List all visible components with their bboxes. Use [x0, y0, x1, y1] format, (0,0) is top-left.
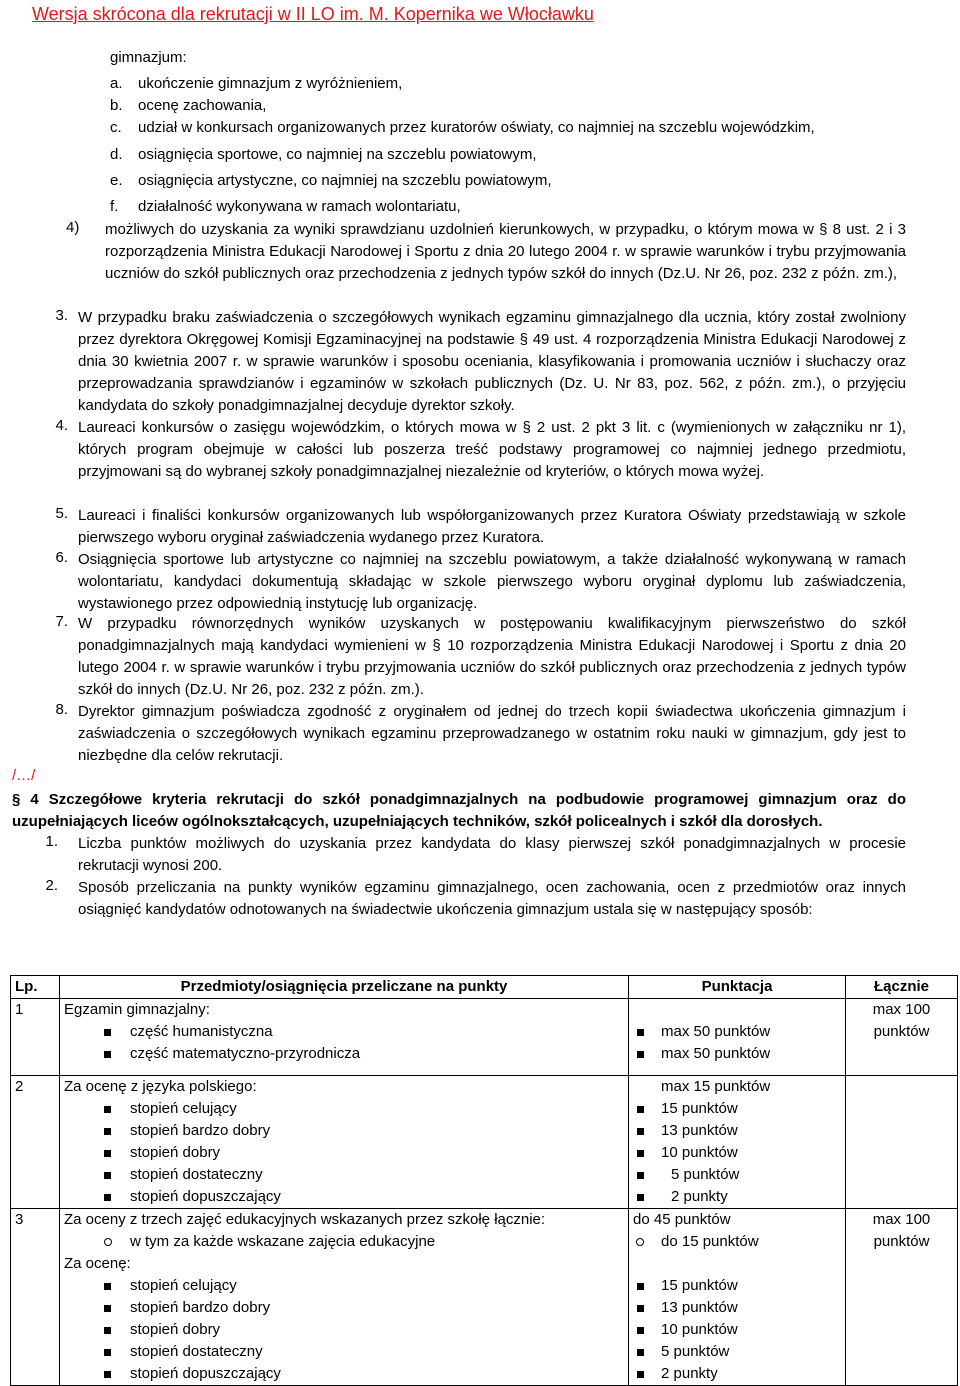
list-item: a. ukończenie gimnazjum z wyróżnieniem,	[110, 75, 403, 92]
row-title: Egzamin gimnazjalny:	[64, 1001, 210, 1018]
row-subtitle: Za ocenę:	[64, 1255, 131, 1272]
list-item: do 15 punktów	[633, 1231, 841, 1253]
item-number: 7.	[55, 613, 68, 630]
row-subjects	[60, 1076, 629, 1209]
col-header-total: Łącznie	[846, 976, 958, 999]
row-lp: 3	[11, 1209, 60, 1386]
row-subjects	[60, 999, 629, 1076]
list-item: 5 punktów	[633, 1341, 841, 1363]
circle-list	[64, 1231, 624, 1253]
section-paragraph-1: Liczba punktów możliwych do uzyskania przez kandydata do klasy pierwszej szkół ponadgimnazjalnych w procesie rekrutacji wynosi 200.	[78, 835, 906, 874]
page-header-title[interactable]: Wersja skrócona dla rekrutacji w II LO im. M. Kopernika we Włocławku	[32, 4, 594, 24]
row-points	[629, 999, 846, 1076]
section-paragraph-2: Sposób przeliczania na punkty wyników egzaminu gimnazjalnego, ocen zachowania, ocen z przedmiotów oraz innych osiągnięć kandydatów odnotowanych na świadectwie ukończenia gimnazjum ustala się w następujący sposób:	[78, 879, 906, 918]
row-total	[846, 1076, 958, 1209]
circle-list	[633, 1231, 841, 1253]
row-total: max 100 punktów	[846, 1209, 958, 1386]
bullet-list	[64, 1275, 624, 1385]
paragraph-3: W przypadku braku zaświadczenia o szczegółowych wynikach egzaminu gimnazjalnego dla ucznia, który został zwolniony przez dyrektora Okręgowej Komisji Egzaminacyjnej na podstawie § 49 ust. 4 rozporządzenia Ministra Edukacji Narodowej z dnia 30 kwietnia 2007 r. w sprawie warunków i sposobu oceniania, klasyfikowania i promowania uczniów i słuchaczy oraz przeprowadzania sprawdzianów i egzaminów w szkołach publicznych (Dz. U. Nr 83, poz. 562, z późn. zm.), o przyjęciu kandydata do szkoły ponadgimnazjalnej decyduje dyrektor szkoły.	[78, 309, 906, 414]
list-item: max 50 punktów	[633, 1021, 841, 1043]
item-number: 8.	[55, 701, 68, 718]
item-number: 3.	[55, 307, 68, 324]
list-item: stopień dostateczny	[64, 1341, 624, 1363]
list-item: max 50 punktów	[633, 1043, 841, 1065]
list-item: stopień celujący	[64, 1275, 624, 1297]
list-item: stopień celujący	[64, 1098, 624, 1120]
list-item: 5 punktów	[633, 1164, 841, 1186]
list-item: 15 punktów	[633, 1275, 841, 1297]
row-points	[629, 1076, 846, 1209]
ellipsis-marker: /…/	[12, 767, 36, 784]
list-item: stopień dostateczny	[64, 1164, 624, 1186]
row-subjects	[60, 1209, 629, 1386]
table-row	[11, 1209, 958, 1386]
col-header-lp: Lp.	[11, 976, 60, 999]
table-row	[11, 1076, 958, 1209]
paragraph-7: W przypadku równorzędnych wyników uzyskanych w postępowaniu kwalifikacyjnym pierwszeństwo do szkół ponadgimnazjalnych mają kandydaci wymienieni w § 10 rozporządzenia Ministra Edukacji Narodowej i Sportu z dnia 20 lutego 2004 r. w sprawie warunków i trybu przyjmowania uczniów do szkół publicznych oraz przechodzenia z jednych typów szkół do innych (Dz.U. Nr 26, poz. 232 z późn. zm.).	[78, 615, 906, 698]
bullet-list	[633, 1098, 841, 1208]
paragraph-8: Dyrektor gimnazjum poświadcza zgodność z oryginałem od jednej do trzech kopii świadectwa ukończenia gimnazjum i zaświadczenia o szczegółowych wynikach egzaminu przeprowadzanego w ostatnim roku nauki w gimnazjum, gdy jest to niezbędne dla celów rekrutacji.	[78, 703, 906, 764]
item-number: 1.	[45, 833, 58, 850]
list-item: c. udział w konkursach organizowanych przez kuratorów oświaty, co najmniej na szczeblu wojewódzkim,	[110, 119, 815, 136]
col-header-subjects: Przedmioty/osiągnięcia przeliczane na punkty	[60, 976, 629, 999]
paragraph-5: Laureaci i finaliści konkursów organizowanych lub współorganizowanych przez Kuratora Oświaty przedstawiają w szkole pierwszego wyboru oryginał zaświadczenia wydanego przez Kuratora.	[78, 507, 906, 546]
row-lp: 2	[11, 1076, 60, 1209]
paragraph-4: Laureaci konkursów o zasięgu wojewódzkim, o których mowa w § 2 ust. 2 pkt 3 lit. c (wymienionych w załączniku nr 1), których program obejmuje w całości lub poszerza treść podstawy programowej co najmniej jednego przedmiotu, przyjmowani są do wybranej szkoły ponadgimnazjalnej niezależnie od kryteriów, o których mowa wyżej.	[78, 419, 906, 480]
list-item: część matematyczno-przyrodnicza	[64, 1043, 624, 1065]
list-item: stopień dopuszczający	[64, 1363, 624, 1385]
list-item: 15 punktów	[633, 1098, 841, 1120]
list-item: stopień bardzo dobry	[64, 1120, 624, 1142]
points-head: max 15 punktów	[661, 1078, 771, 1095]
list-item: f. działalność wykonywana w ramach wolontariatu,	[110, 198, 461, 215]
list-item: stopień dobry	[64, 1319, 624, 1341]
row-title: Za oceny z trzech zajęć edukacyjnych wskazanych przez szkołę łącznie:	[64, 1211, 546, 1228]
list-item: stopień dopuszczający	[64, 1186, 624, 1208]
list-item: 13 punktów	[633, 1297, 841, 1319]
points-head: do 45 punktów	[633, 1211, 731, 1228]
bullet-list	[64, 1021, 624, 1065]
intro-text: gimnazjum:	[110, 49, 187, 66]
criteria-table	[10, 975, 958, 1386]
list-item: część humanistyczna	[64, 1021, 624, 1043]
table-row	[11, 999, 958, 1076]
bullet-list	[64, 1098, 624, 1208]
row-points	[629, 1209, 846, 1386]
item-marker: 4)	[66, 219, 80, 236]
item-number: 6.	[55, 549, 68, 566]
table-header-row	[11, 976, 958, 999]
bullet-list	[633, 1275, 841, 1385]
bullet-list	[633, 1021, 841, 1065]
paragraph-item-4: możliwych do uzyskania za wyniki sprawdzianu uzdolnień kierunkowych, w przypadku, o którym mowa w § 8 ust. 2 i 3 rozporządzenia Ministra Edukacji Narodowej i Sportu z dnia 20 lutego 2004 r. w sprawie warunków i trybu przyjmowania uczniów do szkół publicznych oraz przechodzenia z jednych typów szkół do innych (Dz.U. Nr 26, poz. 232 z późn. zm.),	[105, 221, 906, 282]
list-item: 10 punktów	[633, 1319, 841, 1341]
item-number: 2.	[45, 877, 58, 894]
item-number: 5.	[55, 505, 68, 522]
list-item: 2 punkty	[633, 1186, 841, 1208]
list-item: w tym za każde wskazane zajęcia edukacyjne	[64, 1231, 624, 1253]
paragraph-6: Osiągnięcia sportowe lub artystyczne co najmniej na szczeblu powiatowym, a także działalność wykonywaną w ramach wolontariatu, kandydaci dokumentują składając w szkole pierwszego wyboru oryginał dyplomu lub zaświadczenia, wystawionego przez odpowiednią instytucję lub organizację.	[78, 551, 906, 612]
section-title: § 4 Szczegółowe kryteria rekrutacji do szkół ponadgimnazjalnych na podbudowie programowej gimnazjum oraz do uzupełniających liceów ogólnokształcących, uzupełniających techników, szkół policealnych i szkół dla dorosłych.	[12, 791, 906, 830]
col-header-points: Punktacja	[629, 976, 846, 999]
list-item: d. osiągnięcia sportowe, co najmniej na szczeblu powiatowym,	[110, 146, 537, 163]
item-number: 4.	[55, 417, 68, 434]
row-total: max 100 punktów	[846, 999, 958, 1076]
list-item: stopień dobry	[64, 1142, 624, 1164]
row-title: Za ocenę z języka polskiego:	[64, 1078, 257, 1095]
list-item: 13 punktów	[633, 1120, 841, 1142]
row-lp: 1	[11, 999, 60, 1076]
list-item: b. ocenę zachowania,	[110, 97, 267, 114]
list-item: 2 punkty	[633, 1363, 841, 1385]
list-item: stopień bardzo dobry	[64, 1297, 624, 1319]
list-item: 10 punktów	[633, 1142, 841, 1164]
list-item: e. osiągnięcia artystyczne, co najmniej na szczeblu powiatowym,	[110, 172, 552, 189]
